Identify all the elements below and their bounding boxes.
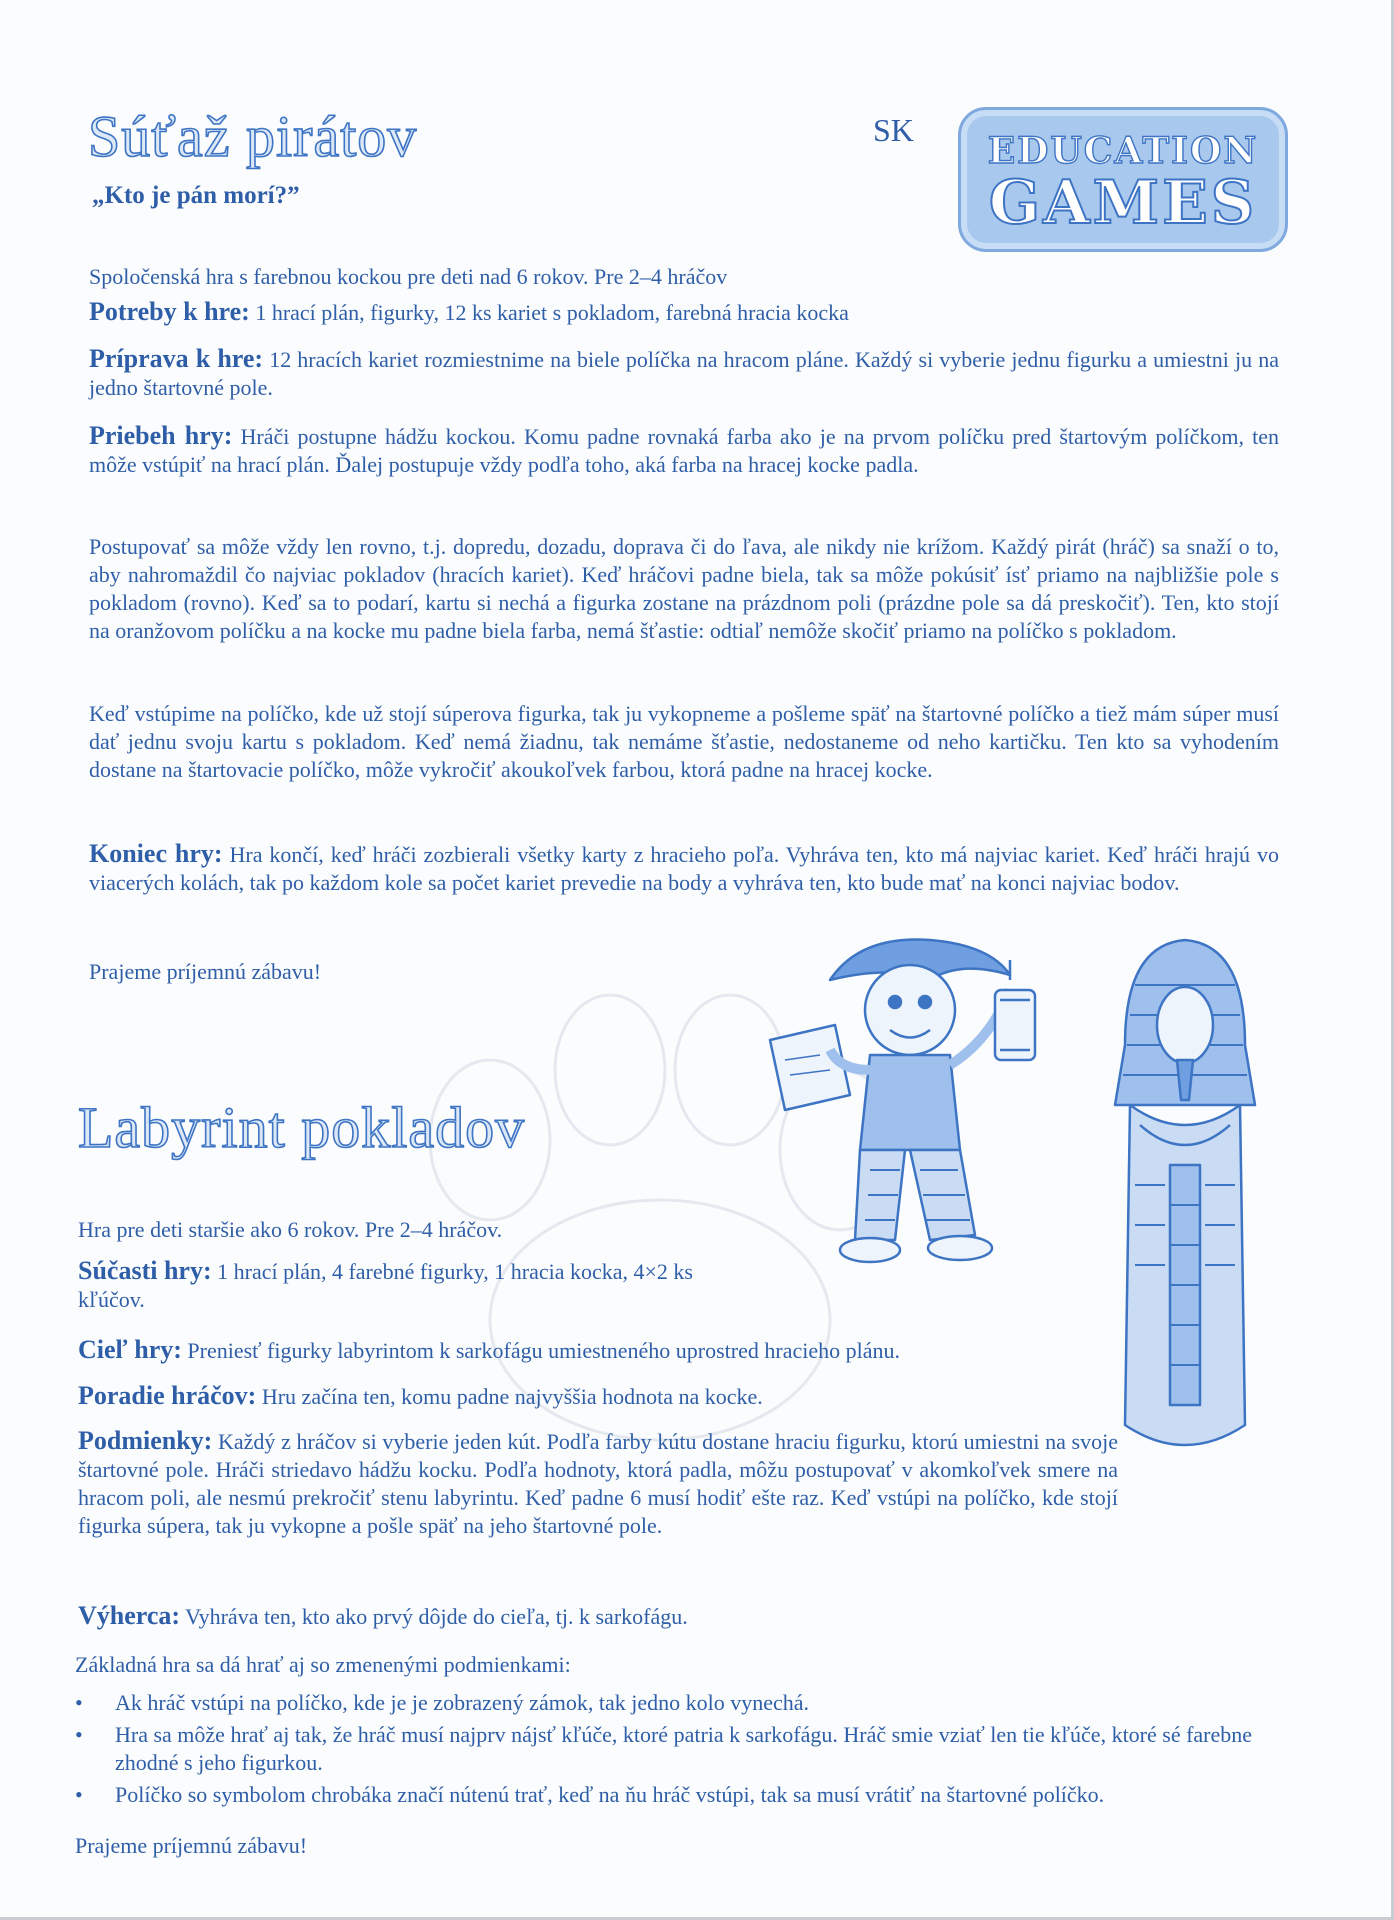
game2-variants-intro: Základná hra sa dá hrať aj so zmenenými podmienkami: [75,1652,571,1677]
logo-line2: GAMES [988,168,1258,238]
game1-movement-rules: Postupovať sa môže vždy len rovno, t.j. dopredu, dozadu, doprava či do ľava, ale nikdy nie krížom. Každý pirát (hráč) sa snaží o to, aby nahromaždil čo najviac pokladov (hracích kariet). Keď hráčovi padne biela, tak sa môže pokúsiť ísť priamo na najbližšie pole s pokladom (rovno). Keď sa to podarí, kartu si nechá a figurka zostane na prázdnom poli (prázdne pole sa dá preskočiť). Ten, kto stojí na oranžovom políčku a na kocke mu padne biela farba, nemá šťastie: odtiaľ nemôže skočiť priamo na políčko s pokladom. [89,534,1279,643]
game2-goal-text: Preniesť figurky labyrintom k sarkofágu umiestneného uprostred hracieho plánu. [187,1338,900,1363]
game2-goal-label: Cieľ hry: [78,1335,182,1364]
game2-winner-text: Vyhráva ten, kto ako prvý dôjde do cieľa, tj. k sarkofágu. [185,1604,688,1629]
list-item: • Ak hráč vstúpi na políčko, kde je je zobrazený zámok, tak jedno kolo vynechá. [75,1690,809,1715]
game2-rules-label: Podmienky: [78,1426,213,1455]
game1-end [89,840,1279,897]
list-item: • Políčko so symbolom chrobáka značí nútenú trať, keď na ňu hráč vstúpi, tak sa musí vrátiť na štartovné políčko. [75,1782,1105,1807]
game1-course-label: Priebeh hry: [89,421,233,450]
game1-title: Súťaž pirátov [88,104,418,169]
game1-end-text: Hra končí, keď hráči zozbierali všetky karty z hracieho poľa. Vyhráva ten, kto má najviac kariet. Keď hráči hrajú vo viacerých kolách, tak po každom kole sa počet kariet prevedie na body a vyhráva ten, kto bude mať na konci najviac bodov. [89,842,1279,895]
game1-subtitle: „Kto je pán morí?” [92,182,300,209]
variant-text: Ak hráč vstúpi na políčko, kde je je zobrazený zámok, tak jedno kolo vynechá. [115,1690,809,1715]
sarcophagus-illustration [1105,925,1265,1485]
game2-parts-text: 1 hrací plán, 4 farebné figurky, 1 hracia kocka, 4×2 ks kľúčov. [78,1259,693,1312]
game1-needs-label: Potreby k hre: [89,297,250,326]
game2-rules-text: Každý z hráčov si vyberie jeden kút. Podľa farby kútu dostane hraciu figurku, ktorú umiestni na svoje štartovné pole. Hráči striedavo hádžu kocku. Podľa hodnoty, ktorá padla, môžu postupovať v akomkoľvek smere na hracom poli, ale nesmú prekročiť stenu labyrintu. Keď padne 6 musí hodiť ešte raz. Keď vstúpi na políčko, kde stojí figurka súpera, tak ju vykopne a pošle späť na jeho štartovné pole. [78,1429,1118,1538]
variant-text: Políčko so symbolom chrobáka značí nútenú trať, keď na ňu hráč vstúpi, tak sa musí vrátiť na štartovné políčko. [115,1782,1105,1807]
game1-intro: Spoločenská hra s farebnou kockou pre deti nad 6 rokov. Pre 2–4 hráčov [89,264,728,289]
game2-order-label: Poradie hráčov: [78,1381,257,1410]
game1-course [89,422,1279,479]
language-code: SK [873,112,914,148]
game2-winner-label: Výherca: [78,1601,181,1630]
game1-prep-label: Príprava k hre: [89,344,264,373]
game1-prep-text: 12 hracích kariet rozmiestnime na biele políčka na hracom pláne. Každý si vyberie jednu figurku a umiestni ju na jedno štartovné pole. [89,347,1280,400]
game2-title: Labyrint pokladov [78,1095,526,1160]
game2-wish: Prajeme príjemnú zábavu! [75,1833,308,1858]
game2-intro: Hra pre deti staršie ako 6 rokov. Pre 2–4 hráčov. [78,1217,503,1242]
game2-rules [78,1427,1118,1540]
game1-needs [89,298,1279,327]
logo-line1: EDUCATION [987,130,1259,172]
game1-needs-text: 1 hrací plán, figurky, 12 ks kariet s pokladom, farebná hracia kocka [255,300,849,325]
list-item: • Hra sa môže hrať aj tak, že hráč musí najprv nájsť kľúče, ktoré patria k sarkofágu. Hráč smie vziať len tie kľúče, ktoré sé farebne zhodné s jeho figurkou. [75,1722,1253,1775]
game2-order-text: Hru začína ten, komu padne najvyššia hodnota na kocke. [261,1384,763,1409]
game1-course-text: Hráči postupne hádžu kockou. Komu padne rovnaká farba ako je na prvom políčku pred štartovým políčkom, ten môže vstúpiť na hrací plán. Ďalej postupuje vždy podľa toho, aká farba na hracej kocke padla. [89,424,1280,477]
game2-winner [78,1602,1268,1631]
education-games-logo [958,107,1288,252]
game2-parts-label: Súčasti hry: [78,1256,212,1285]
game1-end-label: Koniec hry: [89,839,223,868]
game1-prep [89,345,1279,402]
pirate-boy-illustration [760,920,1090,1275]
game2-order [78,1382,1108,1411]
game1-kick-rules: Keď vstúpime na políčko, kde už stojí súperova figurka, tak ju vykopneme a pošleme späť na štartovné políčko a tiež mám súper musí dať jednu svoju kartu s pokladom. Keď nemá žiadnu, tak nemáme šťastie, nedostaneme od neho kartičku. Ten kto sa vyhodením dostane na štartovacie políčko, môže vykročiť akoukoľvek farbou, ktorá padne na hracej kocke. [89,701,1279,782]
game2-variants-list [75,1689,1275,1813]
game2-goal [78,1336,1108,1365]
game2-parts [78,1257,748,1314]
game1-wish: Prajeme príjemnú zábavu! [89,959,322,984]
variant-text: Hra sa môže hrať aj tak, že hráč musí najprv nájsť kľúče, ktoré patria k sarkofágu. Hráč smie vziať len tie kľúče, ktoré sé farebne zhodné s jeho figurkou. [115,1722,1253,1775]
